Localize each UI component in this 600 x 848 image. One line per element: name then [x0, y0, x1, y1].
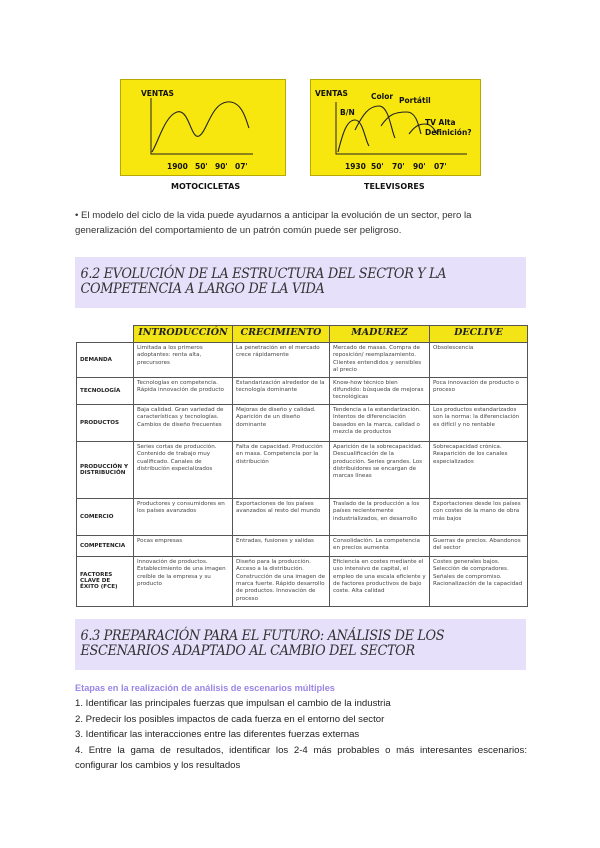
column-header: CRECIMIENTO: [233, 326, 330, 343]
table-row: [77, 377, 528, 404]
scenario-steps-list: [75, 696, 527, 774]
motorcycles-x-tick: 1900: [167, 162, 188, 171]
table-row: [77, 535, 528, 556]
row-header: TECNOLOGÍA: [77, 377, 134, 404]
table-cell: Innovación de productos. Establecimiento de una imagen creíble de la empresa y su producto: [134, 556, 233, 606]
televisions-caption: TELEVISORES: [364, 182, 425, 191]
table-header-row: [77, 326, 528, 343]
column-header: INTRODUCCIÓN: [134, 326, 233, 343]
motorcycles-chart: [120, 79, 286, 176]
table-cell: Obsolescencia: [430, 343, 528, 378]
table-cell: Aparición de la sobrecapacidad. Descualificación de la producción. Series grandes. Los distribuidores se encargan de marcas líneas: [330, 441, 430, 498]
table-cell: Tendencia a la estandarización. Intentos de diferenciación basados en la marca, calidad o mezcla de productos: [330, 404, 430, 441]
section-6-3-title: 6.3 PREPARACIÓN PARA EL FUTURO: ANÁLISIS DE LOS ESCENARIOS ADAPTADO AL CAMBIO DEL SECTOR: [80, 628, 445, 659]
tv-curve-label-bn: B/N: [340, 108, 355, 117]
table-row: [77, 343, 528, 378]
lifecycle-note-paragraph: • El modelo del ciclo de la vida puede ayudarnos a anticipar la evolución de un sector, pero la generalización del comportamiento de un patrón común puede ser peligroso.: [75, 210, 472, 236]
table-row: [77, 441, 528, 498]
table-cell: Diseño para la producción. Acceso a la distribución. Construcción de una imagen de marca fuerte. Rápido desarrollo de productos. Innovación de proceso: [233, 556, 330, 606]
table-cell: Consolidación. La competencia en precios aumenta: [330, 535, 430, 556]
row-header: COMPETENCIA: [77, 535, 134, 556]
motorcycles-caption: MOTOCICLETAS: [171, 182, 241, 191]
table-cell: Poca innovación de producto o proceso: [430, 377, 528, 404]
table-cell: Entradas, fusiones y salidas: [233, 535, 330, 556]
table-corner: [77, 326, 134, 343]
list-item: 2. Predecir los posibles impactos de cada fuerza en el entorno del sector: [75, 713, 385, 725]
table-cell: Los productos estandarizados son la norma: la diferenciación es difícil y no rentable: [430, 404, 528, 441]
table-row: [77, 556, 528, 606]
televisions-x-tick: 07': [434, 162, 447, 171]
scenarios-subtitle: Etapas en la realización de análisis de escenarios múltiples: [75, 683, 335, 693]
table-cell: Guerras de precios. Abandonos del sector: [430, 535, 528, 556]
row-header: FACTORES CLAVE DE ÉXITO (FCE): [77, 556, 134, 606]
motorcycles-y-label: VENTAS: [141, 89, 174, 98]
table-cell: Mejoras de diseño y calidad. Aparición de un diseño dominante: [233, 404, 330, 441]
table-cell: Exportaciones desde los países con costes de la mano de obra más bajos: [430, 498, 528, 535]
table-cell: Traslado de la producción a los países recientemente industrializados, en desarrollo: [330, 498, 430, 535]
tv-curve-label-hd: TV Alta: [425, 118, 456, 127]
row-header: PRODUCCIÓN Y DISTRIBUCIÓN: [77, 441, 134, 498]
table-cell: Exportaciones de los países avanzados al resto del mundo: [233, 498, 330, 535]
motorcycles-x-tick: 50': [195, 162, 208, 171]
table-row: [77, 498, 528, 535]
table-cell: Series cortas de producción. Contenido de trabajo muy cualificado. Canales de distribución especializados: [134, 441, 233, 498]
column-header: MADUREZ: [330, 326, 430, 343]
table-cell: La penetración en el mercado crece rápidamente: [233, 343, 330, 378]
column-header: DECLIVE: [430, 326, 528, 343]
televisions-x-tick: 90': [413, 162, 426, 171]
televisions-y-label: VENTAS: [315, 89, 348, 98]
table-cell: Eficiencia en costes mediante el uso intensivo de capital, el empleo de una escala eficiente y de factores productivos de bajo coste. Alta calidad: [330, 556, 430, 606]
section-6-2-banner: [75, 257, 526, 308]
row-header: PRODUCTOS: [77, 404, 134, 441]
list-item: 4. Entre la gama de resultados, identificar los 2-4 más probables o más interesantes escenarios: configurar los cambios y los resultados: [75, 744, 527, 772]
table-cell: Productores y consumidores en los países avanzados: [134, 498, 233, 535]
row-header: DEMANDA: [77, 343, 134, 378]
table-cell: Falta de capacidad. Producción en masa. Competencia por la distribución: [233, 441, 330, 498]
tv-curve-label-hd-2: Definición?: [425, 128, 472, 137]
table-cell: Limitada a los primeros adoptantes: renta alta, precursores: [134, 343, 233, 378]
televisions-x-tick: 70': [392, 162, 405, 171]
table-row: [77, 404, 528, 441]
table-cell: Mercado de masas. Compra de reposición/ reemplazamiento. Clientes entendidos y sensibles al precio: [330, 343, 430, 378]
table-cell: Sobrecapacidad crónica. Reaparición de los canales especializados: [430, 441, 528, 498]
section-6-3-banner: [75, 619, 526, 670]
tv-curve-label-portatil: Portátil: [399, 96, 431, 105]
lifecycle-table: [76, 325, 528, 607]
table-cell: Estandarización alrededor de la tecnología dominante: [233, 377, 330, 404]
list-item: 3. Identificar las interacciones entre las diferentes fuerzas externas: [75, 729, 360, 741]
tv-curve-label-color: Color: [371, 92, 394, 101]
motorcycles-x-tick: 07': [235, 162, 248, 171]
motorcycles-x-tick: 90': [215, 162, 228, 171]
table-cell: Baja calidad. Gran variedad de características y tecnologías. Cambios de diseño frecuentes: [134, 404, 233, 441]
list-item: 1. Identificar las principales fuerzas que impulsan el cambio de la industria: [75, 698, 391, 709]
table-cell: Know-how técnico bien difundido: búsqueda de mejoras tecnológicas: [330, 377, 430, 404]
table-cell: Pocas empresas: [134, 535, 233, 556]
televisions-x-tick: 50': [371, 162, 384, 171]
section-6-2-title: 6.2 EVOLUCIÓN DE LA ESTRUCTURA DEL SECTOR Y LA COMPETENCIA A LARGO DE LA VIDA: [80, 266, 447, 297]
table-cell: Costes generales bajos. Selección de compradores. Señales de compromiso. Racionalización de la capacidad: [430, 556, 528, 606]
televisions-chart: [310, 79, 481, 176]
televisions-x-tick: 1930: [345, 162, 366, 171]
row-header: COMERCIO: [77, 498, 134, 535]
table-cell: Tecnologías en competencia. Rápida innovación de producto: [134, 377, 233, 404]
